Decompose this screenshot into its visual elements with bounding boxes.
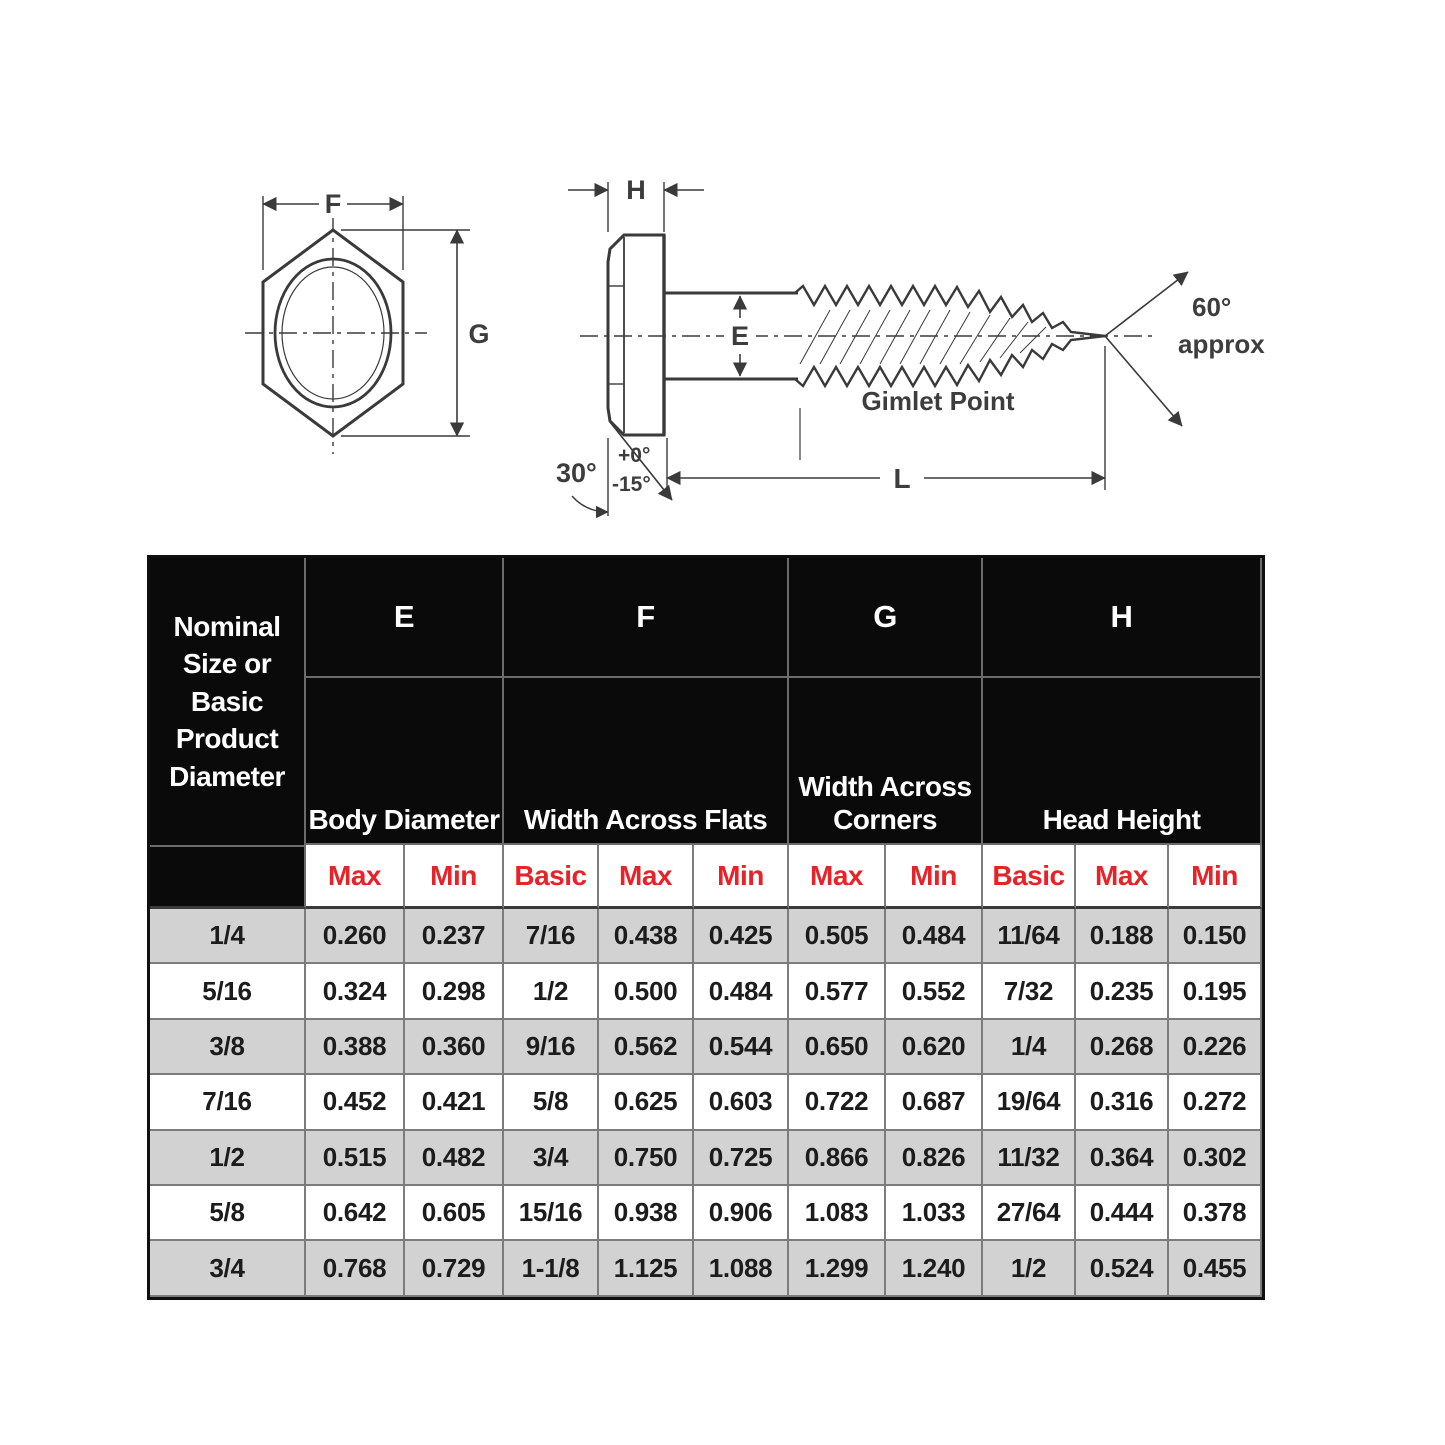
- tol-minus-label: -15°: [612, 473, 651, 496]
- group-name-width-across-corners: Width Across Corners: [789, 678, 983, 845]
- cell-h-min: 0.302: [1169, 1131, 1262, 1186]
- spec-table: [147, 555, 1265, 1300]
- cell-f-basic: 15/16: [504, 1186, 599, 1241]
- cell-f-min: 1.088: [694, 1241, 789, 1296]
- cell-e-min: 0.298: [405, 964, 504, 1019]
- cell-f-min: 0.603: [694, 1075, 789, 1130]
- corner-spacer: [150, 845, 306, 909]
- group-letter-e: E: [306, 558, 504, 678]
- cell-h-max: 0.524: [1076, 1241, 1169, 1296]
- cell-g-min: 0.687: [886, 1075, 983, 1130]
- cell-f-basic: 3/4: [504, 1131, 599, 1186]
- cell-g-max: 0.505: [789, 909, 886, 964]
- cell-f-max: 0.562: [599, 1020, 694, 1075]
- cell-f-basic: 1/2: [504, 964, 599, 1019]
- cell-g-max: 0.866: [789, 1131, 886, 1186]
- cell-g-max: 1.299: [789, 1241, 886, 1296]
- cell-f-basic: 5/8: [504, 1075, 599, 1130]
- subheader-f-basic: Basic: [504, 845, 599, 909]
- dim-l-label: L: [893, 463, 911, 494]
- cell-e-min: 0.729: [405, 1241, 504, 1296]
- cell-h-max: 0.364: [1076, 1131, 1169, 1186]
- cell-e-min: 0.482: [405, 1131, 504, 1186]
- cell-h-min: 0.195: [1169, 964, 1262, 1019]
- cell-h-min: 0.272: [1169, 1075, 1262, 1130]
- group-letter-g: G: [789, 558, 983, 678]
- cell-nominal-size: 5/16: [150, 964, 306, 1019]
- cell-h-basic: 7/32: [983, 964, 1076, 1019]
- cell-h-max: 0.316: [1076, 1075, 1169, 1130]
- cell-e-max: 0.388: [306, 1020, 405, 1075]
- cell-f-max: 0.750: [599, 1131, 694, 1186]
- cell-f-min: 0.425: [694, 909, 789, 964]
- cell-h-max: 0.235: [1076, 964, 1169, 1019]
- cell-f-min: 0.484: [694, 964, 789, 1019]
- dim-f-label: F: [324, 189, 342, 219]
- cell-e-max: 0.452: [306, 1075, 405, 1130]
- subheader-h-min: Min: [1169, 845, 1262, 909]
- cell-h-basic: 1/2: [983, 1241, 1076, 1296]
- cell-e-min: 0.360: [405, 1020, 504, 1075]
- cell-f-min: 0.906: [694, 1186, 789, 1241]
- approx-label: approx: [1178, 329, 1265, 359]
- cell-nominal-size: 1/2: [150, 1131, 306, 1186]
- cell-nominal-size: 7/16: [150, 1075, 306, 1130]
- cell-h-basic: 27/64: [983, 1186, 1076, 1241]
- subheader-h-max: Max: [1076, 845, 1169, 909]
- cell-g-max: 0.577: [789, 964, 886, 1019]
- cell-e-max: 0.768: [306, 1241, 405, 1296]
- cell-e-max: 0.515: [306, 1131, 405, 1186]
- cell-h-max: 0.444: [1076, 1186, 1169, 1241]
- cell-h-max: 0.268: [1076, 1020, 1169, 1075]
- cell-f-basic: 7/16: [504, 909, 599, 964]
- cell-nominal-size: 3/4: [150, 1241, 306, 1296]
- cell-h-max: 0.188: [1076, 909, 1169, 964]
- cell-e-min: 0.421: [405, 1075, 504, 1130]
- tol-plus-label: +0°: [618, 444, 651, 467]
- angle-60-label: 60°: [1192, 292, 1232, 322]
- cell-g-max: 0.650: [789, 1020, 886, 1075]
- cell-h-min: 0.378: [1169, 1186, 1262, 1241]
- cell-e-min: 0.605: [405, 1186, 504, 1241]
- cell-e-max: 0.642: [306, 1186, 405, 1241]
- hex-front-view: [245, 191, 470, 454]
- cell-h-min: 0.150: [1169, 909, 1262, 964]
- subheader-h-basic: Basic: [983, 845, 1076, 909]
- dim-h-label: H: [626, 175, 646, 205]
- cell-f-min: 0.725: [694, 1131, 789, 1186]
- subheader-e-max: Max: [306, 845, 405, 909]
- subheader-g-min: Min: [886, 845, 983, 909]
- subheader-f-min: Min: [694, 845, 789, 909]
- dim-e-label: E: [730, 321, 750, 351]
- dim-g-label: G: [468, 319, 490, 349]
- cell-h-basic: 11/64: [983, 909, 1076, 964]
- cell-g-min: 1.033: [886, 1186, 983, 1241]
- cell-g-min: 0.826: [886, 1131, 983, 1186]
- cell-e-max: 0.324: [306, 964, 405, 1019]
- cell-f-max: 1.125: [599, 1241, 694, 1296]
- cell-h-min: 0.226: [1169, 1020, 1262, 1075]
- group-name-head-height: Head Height: [983, 678, 1262, 845]
- group-name-width-across-flats: Width Across Flats: [504, 678, 789, 845]
- cell-g-min: 1.240: [886, 1241, 983, 1296]
- cell-f-basic: 9/16: [504, 1020, 599, 1075]
- cell-nominal-size: 5/8: [150, 1186, 306, 1241]
- cell-h-min: 0.455: [1169, 1241, 1262, 1296]
- cell-f-max: 0.625: [599, 1075, 694, 1130]
- cell-h-basic: 19/64: [983, 1075, 1076, 1130]
- angle-30-label: 30°: [556, 458, 597, 488]
- cell-g-min: 0.484: [886, 909, 983, 964]
- cell-e-max: 0.260: [306, 909, 405, 964]
- cell-f-max: 0.938: [599, 1186, 694, 1241]
- cell-f-basic: 1-1/8: [504, 1241, 599, 1296]
- cell-f-max: 0.438: [599, 909, 694, 964]
- cell-nominal-size: 1/4: [150, 909, 306, 964]
- subheader-f-max: Max: [599, 845, 694, 909]
- group-letter-f: F: [504, 558, 789, 678]
- cell-e-min: 0.237: [405, 909, 504, 964]
- cell-f-min: 0.544: [694, 1020, 789, 1075]
- cell-g-max: 0.722: [789, 1075, 886, 1130]
- cell-g-min: 0.552: [886, 964, 983, 1019]
- gimlet-point-label: Gimlet Point: [861, 386, 1015, 416]
- cell-h-basic: 11/32: [983, 1131, 1076, 1186]
- cell-g-max: 1.083: [789, 1186, 886, 1241]
- cell-f-max: 0.500: [599, 964, 694, 1019]
- group-name-body-diameter: Body Diameter: [306, 678, 504, 845]
- subheader-g-max: Max: [789, 845, 886, 909]
- cell-g-min: 0.620: [886, 1020, 983, 1075]
- corner-header: Nominal Size or Basic Product Diameter: [150, 558, 306, 845]
- screw-side-view: [568, 182, 1188, 516]
- subheader-e-min: Min: [405, 845, 504, 909]
- cell-nominal-size: 3/8: [150, 1020, 306, 1075]
- cell-h-basic: 1/4: [983, 1020, 1076, 1075]
- lag-screw-diagram: [220, 160, 1265, 560]
- group-letter-h: H: [983, 558, 1262, 678]
